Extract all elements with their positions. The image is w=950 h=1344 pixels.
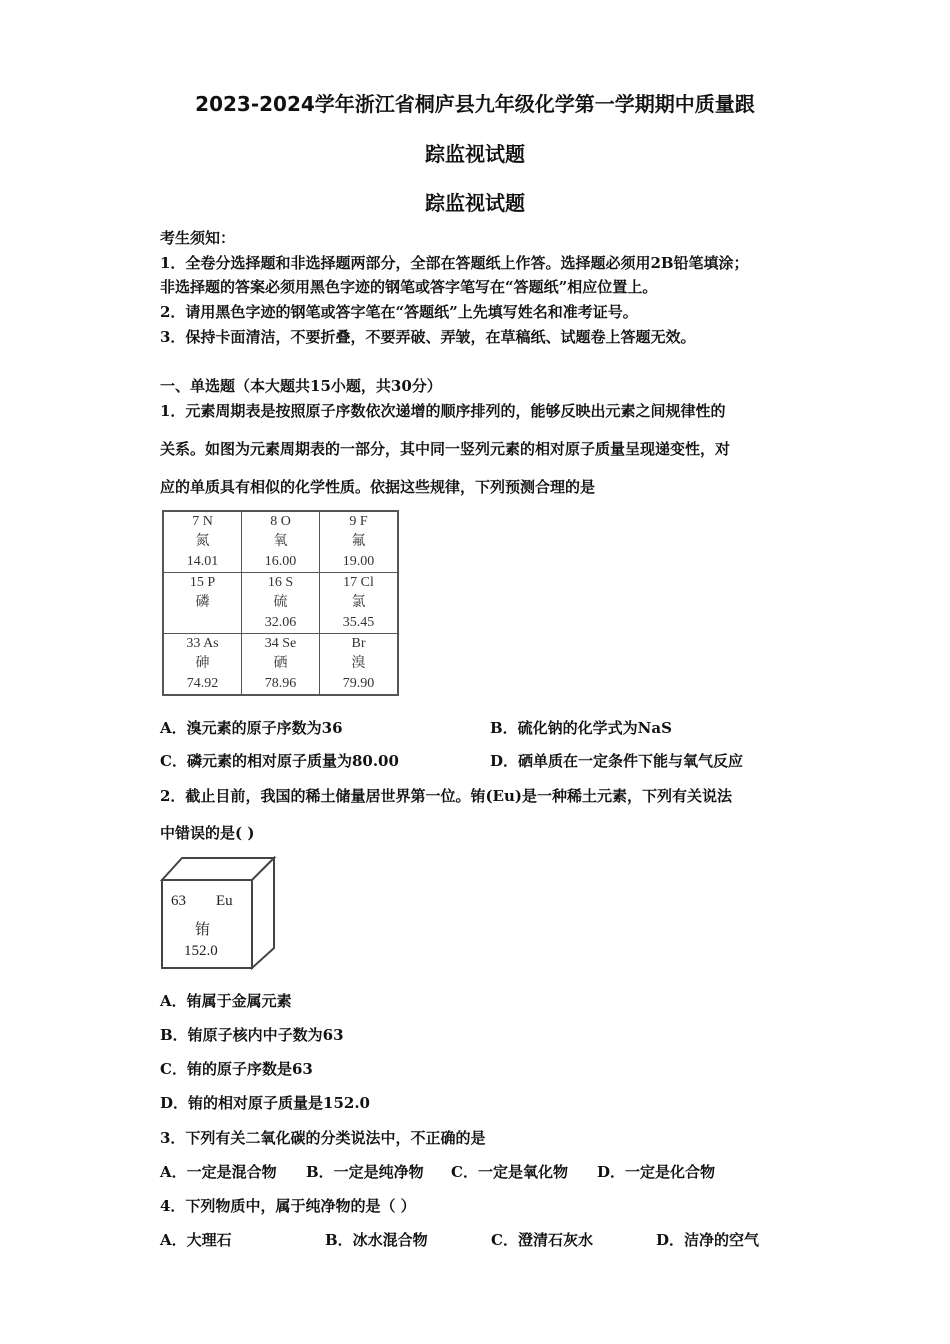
q2-option-b: B．铕原子核内中子数为63 <box>160 1026 344 1044</box>
element-mass: 74.92 <box>186 676 219 691</box>
element-cell-se <box>242 634 320 696</box>
q1-stem-line2: 关系。如图为元素周期表的一部分，其中同一竖列元素的相对原子质量呈现递变性，对 <box>160 440 731 458</box>
element-header: 16 S <box>267 575 294 590</box>
q2-stem-line2: 中错误的是( ) <box>160 824 255 842</box>
element-cube-eu <box>160 856 280 972</box>
element-header: 33 As <box>186 636 219 651</box>
element-header: 17 Cl <box>343 575 374 590</box>
q4-stem: 4．下列物质中，属于纯净物的是（ ） <box>160 1197 416 1215</box>
element-name: 溴 <box>351 656 366 671</box>
table-row <box>163 573 398 634</box>
element-cell-n <box>163 511 242 573</box>
element-header: Br <box>351 636 366 651</box>
q3-option-d: D．一定是化合物 <box>597 1163 716 1181</box>
exam-title-line1: 2023-2024学年浙江省桐庐县九年级化学第一学期期中质量跟 <box>195 92 755 116</box>
exam-title-line2: 踪监视试题 <box>425 142 525 166</box>
cube-name: 铕 <box>195 922 211 938</box>
q2-option-d: D．铕的相对原子质量是152.0 <box>160 1094 370 1112</box>
q3-stem: 3．下列有关二氧化碳的分类说法中，不正确的是 <box>160 1129 486 1147</box>
q1-option-d: D．硒单质在一定条件下能与氧气反应 <box>490 752 744 770</box>
cube-outline-icon <box>160 856 280 972</box>
element-mass: 14.01 <box>186 554 219 569</box>
q1-option-a: A．溴元素的原子序数为36 <box>160 719 343 737</box>
q3-option-a: A．一定是混合物 <box>160 1163 277 1181</box>
q1-option-c: C．磷元素的相对原子质量为80.00 <box>160 752 399 770</box>
q4-option-b: B．冰水混合物 <box>325 1231 428 1249</box>
element-cell-f <box>320 511 399 573</box>
q1-stem-line3: 应的单质具有相似的化学性质。依据这些规律，下列预测合理的是 <box>160 478 596 496</box>
q2-stem-line1: 2．截止目前，我国的稀土储量居世界第一位。铕(Eu)是一种稀土元素，下列有关说法 <box>160 787 732 805</box>
element-mass: 16.00 <box>264 554 297 569</box>
element-name: 氯 <box>351 595 366 610</box>
cube-mass: 152.0 <box>184 943 218 959</box>
notice-item-1-cont: 非选择题的答案必须用黑色字迹的钢笔或答字笔写在“答题纸”相应位置上。 <box>160 278 658 296</box>
element-cell-cl <box>320 573 399 634</box>
q1-stem-line1: 1．元素周期表是按照原子序数依次递增的顺序排列的，能够反映出元素之间规律性的 <box>160 402 726 420</box>
element-mass: 79.90 <box>342 676 375 691</box>
element-name: 氟 <box>351 534 366 549</box>
q4-option-c: C．澄清石灰水 <box>491 1231 593 1249</box>
cube-symbol: Eu <box>216 893 233 909</box>
table-row <box>163 634 398 696</box>
element-name: 氮 <box>195 534 210 549</box>
element-cell-o <box>242 511 320 573</box>
element-cell-as <box>163 634 242 696</box>
element-cell-p <box>163 573 242 634</box>
q1-option-b: B．硫化钠的化学式为NaS <box>490 719 672 737</box>
cube-atomic-number: 63 <box>171 893 186 909</box>
element-name: 砷 <box>195 656 210 671</box>
notice-heading: 考生须知： <box>160 229 236 247</box>
element-header: 34 Se <box>264 636 297 651</box>
element-header: 15 P <box>189 575 216 590</box>
notice-item-2: 2．请用黑色字迹的钢笔或答字笔在“答题纸”上先填写姓名和准考证号。 <box>160 303 638 321</box>
element-name: 硒 <box>273 656 288 671</box>
q2-option-c: C．铕的原子序数是63 <box>160 1060 313 1078</box>
exam-title-line3: 踪监视试题 <box>425 191 525 215</box>
element-mass: 32.06 <box>264 615 297 630</box>
q4-option-a: A．大理石 <box>160 1231 232 1249</box>
q3-option-b: B．一定是纯净物 <box>306 1163 424 1181</box>
element-mass: 19.00 <box>342 554 375 569</box>
element-header: 7 N <box>192 514 213 529</box>
element-name: 氧 <box>273 534 288 549</box>
element-cell-s <box>242 573 320 634</box>
element-mass: 78.96 <box>264 676 297 691</box>
element-name: 硫 <box>273 595 288 610</box>
table-row <box>163 511 398 573</box>
element-mass: 35.45 <box>342 615 375 630</box>
element-name: 磷 <box>195 595 210 610</box>
notice-item-3: 3．保持卡面清洁，不要折叠，不要弄破、弄皱，在草稿纸、试题卷上答题无效。 <box>160 328 696 346</box>
element-header: 9 F <box>349 514 368 529</box>
q4-option-d: D．洁净的空气 <box>656 1231 760 1249</box>
element-cell-br <box>320 634 399 696</box>
periodic-table-excerpt <box>162 510 399 696</box>
q3-option-c: C．一定是氧化物 <box>451 1163 568 1181</box>
section-heading: 一、单选题（本大题共15小题，共30分） <box>160 377 442 395</box>
element-header: 8 O <box>270 514 291 529</box>
q2-option-a: A．铕属于金属元素 <box>160 992 292 1010</box>
notice-item-1: 1．全卷分选择题和非选择题两部分，全部在答题纸上作答。选择题必须用2B铅笔填涂； <box>160 254 749 272</box>
